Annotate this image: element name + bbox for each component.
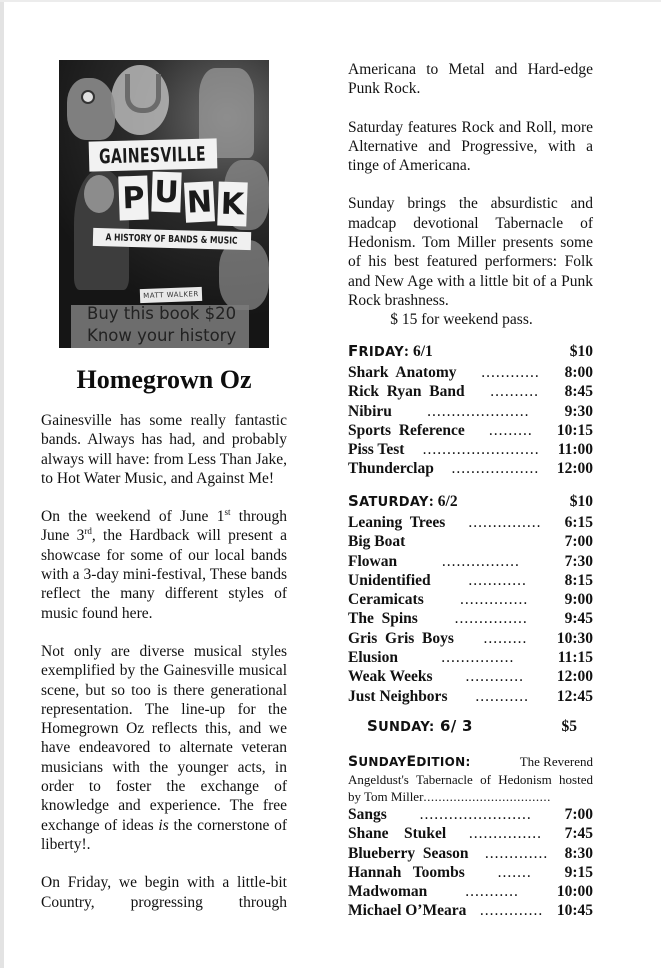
- set-time: 9:00: [564, 591, 593, 609]
- act-row: [348, 901, 593, 920]
- act-row: [348, 421, 593, 440]
- act-row: [348, 440, 593, 459]
- day-sep: :: [428, 493, 434, 510]
- day-price: $10: [569, 343, 593, 360]
- day-date: 6/2: [433, 493, 458, 510]
- schedule-sunday: [348, 753, 593, 921]
- band-name: Ceramicats: [348, 591, 424, 609]
- leader-dots: ..........: [490, 383, 539, 401]
- superscript: rd: [84, 526, 92, 537]
- cover-author: MATT WALKER: [143, 290, 199, 300]
- leader-dots: ...........: [465, 883, 519, 901]
- monster-eye-graphic: [81, 90, 95, 104]
- set-time: 7:45: [564, 825, 593, 843]
- cover-title-letter: K: [217, 182, 248, 227]
- day-price: $10: [569, 493, 593, 510]
- band-name: Shane Stukel: [348, 825, 447, 843]
- page-edge-top: [0, 0, 661, 2]
- cover-monster-graphic: [67, 78, 115, 140]
- text-run: the cornerstone of liberty!.: [41, 816, 287, 853]
- article-paragraph: On Friday, we begin with a little-bit Country, progressing through: [41, 874, 287, 911]
- buy-book-text: Buy this book $20: [87, 304, 237, 323]
- day-price: $5: [561, 718, 577, 735]
- day-initial: F: [348, 342, 359, 360]
- intro-text: Angeldust's Tabernacle of Hedonism hosted: [348, 772, 593, 787]
- page-edge-left: [0, 0, 4, 968]
- leader-dots: ................: [441, 552, 520, 570]
- label-part: DITION:: [416, 755, 471, 769]
- day-rest: RIDAY: [358, 345, 404, 360]
- band-name: Sports Reference: [348, 421, 465, 439]
- band-name: Leaning Trees: [348, 514, 446, 531]
- schedule-sunday-header: [367, 717, 577, 736]
- act-row: [348, 363, 593, 382]
- band-name: Just Neighbors: [348, 687, 448, 705]
- cover-author-plate: [140, 287, 202, 303]
- article-paragraph: Sunday brings the absurdistic and madcap devotional Tabernacle of Hedonism. Tom Miller presents some of his best featured performers: Folk and New Age with a little bit of a Punk Rock brashness.: [348, 195, 593, 309]
- band-name: Unidentified: [348, 571, 431, 589]
- act-row: [348, 629, 593, 648]
- act-list: [348, 805, 593, 921]
- act-row: [348, 687, 593, 706]
- band-name: Madwoman: [348, 883, 428, 901]
- leader-dots: ............: [465, 668, 524, 686]
- cover-photo-figure: [219, 240, 269, 310]
- band-name: Elusion: [348, 649, 398, 667]
- label-part: UNDAY: [358, 755, 407, 769]
- day-initial: S: [367, 717, 379, 735]
- schedule-friday: [348, 341, 593, 479]
- intro-text: The Reverend: [519, 754, 593, 769]
- leader-dots: ........................: [422, 441, 540, 459]
- intro-text: by Tom Miller: [348, 789, 424, 804]
- day-date: 6/1: [409, 343, 433, 360]
- act-row: [348, 609, 593, 628]
- set-time: 12:00: [556, 668, 593, 686]
- act-row: [348, 667, 593, 686]
- day-date: 6/ 3: [434, 717, 473, 735]
- cover-title: GAINESVILLE: [99, 141, 207, 169]
- act-row: [348, 552, 593, 571]
- leader-dots: ...........: [475, 687, 529, 705]
- leader-dots: ............: [468, 571, 527, 589]
- act-row: [348, 382, 593, 401]
- sunday-edition-intro: [348, 753, 593, 771]
- leader-dots: .............: [479, 902, 544, 920]
- day-header: [348, 341, 593, 363]
- set-time: 9:15: [564, 863, 593, 881]
- book-cover-ad: [59, 60, 269, 348]
- text-run: On the weekend of June 1: [41, 508, 225, 526]
- band-name: Rick Ryan Band: [348, 383, 465, 401]
- set-time: 9:30: [564, 402, 593, 420]
- leader-dots: ............: [481, 364, 540, 381]
- cover-title-letter: P: [118, 176, 149, 221]
- set-time: 8:15: [564, 571, 593, 589]
- leader-dots: .......: [497, 863, 532, 881]
- leader-dots: ...............: [468, 825, 542, 843]
- day-header: [348, 491, 593, 513]
- article-paragraph: Americana to Metal and Hard-edge Punk Rock.: [348, 61, 593, 98]
- band-name: Gris Gris Boys: [348, 629, 454, 647]
- leader-dots: ..................: [451, 460, 540, 478]
- horseshoe-icon: [125, 74, 161, 113]
- set-time: 12:45: [556, 687, 593, 705]
- leader-dots: ...............: [454, 610, 528, 628]
- set-time: 10:00: [556, 883, 593, 901]
- emphasis: is: [158, 816, 169, 834]
- weekend-pass-price: $ 15 for weekend pass.: [390, 311, 533, 329]
- leader-dots: ..................................: [423, 789, 551, 804]
- set-time: 6:15: [564, 514, 593, 531]
- act-row: [348, 863, 593, 882]
- leader-dots: ...............: [441, 649, 515, 667]
- article-paragraph: [41, 507, 287, 623]
- superscript: st: [224, 507, 231, 518]
- set-time: 7:30: [564, 552, 593, 570]
- cover-title-letter: U: [151, 172, 181, 213]
- text-run: , the Hardback will present a showcase for some of our local bands with a 3-day mini-festival, These bands reflect the many different styles of music found here.: [41, 527, 287, 622]
- intro-host-line: [348, 788, 593, 805]
- band-name: The Spins: [348, 610, 418, 628]
- band-name: Michael O’Meara: [348, 902, 467, 920]
- act-list: [348, 513, 593, 706]
- set-time: 10:15: [556, 421, 593, 439]
- band-name: Blueberry Season: [348, 844, 469, 862]
- sunday-edition-label: [348, 754, 471, 771]
- leader-dots: .......................: [419, 806, 532, 823]
- article-headline: Homegrown Oz: [76, 365, 252, 394]
- text-run: Not only are diverse musical styles exemplified by the Gainesville musical scene, but so too is there generational representation. The line-up for the Homegrown Oz reflects this, and we have endeavored to alternate veteran musicians with the younger acts, in order to foster the exchange of knowledge and experience. The free exchange of ideas: [41, 642, 287, 834]
- act-row: [348, 459, 593, 478]
- leader-dots: .........: [483, 629, 528, 647]
- set-time: 8:00: [564, 364, 593, 381]
- act-row: [348, 824, 593, 843]
- text-run: through June 3: [41, 508, 287, 545]
- day-label: [367, 717, 473, 736]
- set-time: 8:45: [564, 383, 593, 401]
- day-sep: :: [428, 720, 435, 735]
- band-name: Weak Weeks: [348, 668, 433, 686]
- band-name: Hannah Toombs: [348, 863, 465, 881]
- act-row: [348, 402, 593, 421]
- schedule-saturday: [348, 491, 593, 706]
- set-time: 10:30: [556, 629, 593, 647]
- band-name: Nibiru: [348, 402, 392, 420]
- act-row: [348, 882, 593, 901]
- day-rest: UNDAY: [378, 720, 429, 735]
- band-name: Big Boat: [348, 533, 406, 551]
- cover-title-letter: N: [184, 181, 215, 222]
- article-paragraph: Gainesville has some really fantastic bands. Always has had, and probably always will have: from Less Than Jake, to Hot Water Music, and Against Me!: [41, 412, 287, 487]
- day-label: [348, 491, 458, 513]
- article-right-column: [348, 60, 593, 330]
- set-time: 10:45: [556, 902, 593, 920]
- set-time: 8:30: [564, 844, 593, 862]
- act-row: [348, 532, 593, 551]
- act-row: [348, 513, 593, 532]
- day-initial: S: [348, 492, 360, 510]
- band-name: Thunderclap: [348, 460, 434, 478]
- act-row: [348, 590, 593, 609]
- set-time: 9:45: [564, 610, 593, 628]
- band-name: Shark Anatomy: [348, 364, 457, 381]
- set-time: 11:15: [557, 649, 593, 667]
- band-name: Flowan: [348, 552, 398, 570]
- set-time: 7:00: [564, 806, 593, 823]
- day-sep: :: [403, 343, 410, 360]
- leader-dots: .........: [488, 421, 533, 439]
- set-time: 11:00: [557, 441, 593, 459]
- act-row: [348, 648, 593, 667]
- leader-dots: ..............: [460, 591, 529, 609]
- act-row: [348, 844, 593, 863]
- article-paragraph: Saturday features Rock and Roll, more Alternative and Progressive, with a tinge of Americana.: [348, 118, 593, 175]
- article-left-column: [41, 364, 287, 931]
- day-label: [348, 341, 433, 363]
- leader-dots: .............: [484, 844, 549, 862]
- cover-subtitle: A HISTORY OF BANDS & MUSIC: [105, 231, 239, 247]
- cover-title-big: [119, 176, 247, 220]
- label-initial: E: [406, 754, 417, 770]
- leader-dots: .....................: [427, 402, 530, 420]
- act-row: [348, 805, 593, 824]
- cover-title-plate: [89, 138, 218, 171]
- set-time: 7:00: [564, 533, 593, 551]
- label-initial: S: [348, 754, 359, 770]
- leader-dots: ...............: [468, 514, 542, 531]
- cover-photo-face: [84, 175, 114, 213]
- band-name: Piss Test: [348, 441, 405, 459]
- article-paragraph: [41, 642, 287, 854]
- set-time: 12:00: [556, 460, 593, 478]
- act-row: [348, 571, 593, 590]
- act-list: [348, 363, 593, 479]
- know-history-text: Know your history: [87, 326, 237, 345]
- band-name: Sangs: [348, 806, 387, 823]
- day-rest: ATURDAY: [359, 495, 429, 510]
